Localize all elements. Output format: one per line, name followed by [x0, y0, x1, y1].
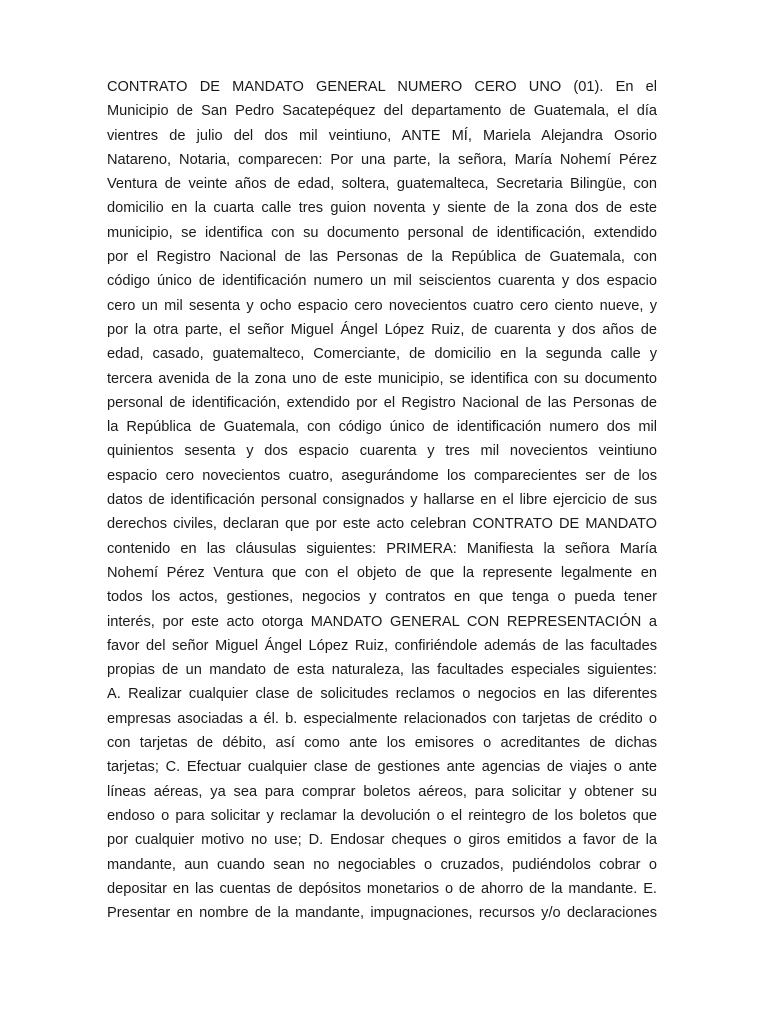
text-line: personal de identificación, extendido por el Registro Nacional de las Personas de [107, 394, 657, 411]
text-line: contenido en las cláusulas siguientes: PRIMERA: Manifiesta la señora María [107, 540, 657, 557]
text-line: por cualquier motivo no use; D. Endosar cheques o giros emitidos a favor de la [107, 832, 657, 849]
contract-body-text [107, 75, 657, 925]
text-line: todos los actos, gestiones, negocios y contratos en que tenga o pueda tener [107, 589, 657, 606]
text-line: líneas aéreas, ya sea para comprar boletos aéreos, para solicitar y obtener su [107, 783, 657, 800]
text-line: con tarjetas de débito, así como ante los emisores o acreditantes de dichas [107, 735, 657, 752]
text-line: edad, casado, guatemalteco, Comerciante, de domicilio en la segunda calle y [107, 346, 657, 363]
text-line: la República de Guatemala, con código único de identificación numero dos mil [107, 419, 657, 436]
text-line: datos de identificación personal consignados y hallarse en el libre ejercicio de sus [107, 492, 657, 509]
text-line: Municipio de San Pedro Sacatepéquez del departamento de Guatemala, el día [107, 103, 657, 120]
text-line: cero un mil sesenta y ocho espacio cero novecientos cuatro cero ciento nueve, y [107, 297, 657, 314]
text-line: derechos civiles, declaran que por este acto celebran CONTRATO DE MANDATO [107, 516, 657, 533]
text-line: Nohemí Pérez Ventura que con el objeto de que la represente legalmente en [107, 564, 657, 581]
text-line: domicilio en la cuarta calle tres guion noventa y siente de la zona dos de este [107, 200, 657, 217]
text-line: CONTRATO DE MANDATO GENERAL NUMERO CERO UNO (01). En el [107, 79, 657, 95]
text-line: favor del señor Miguel Ángel López Ruiz, confiriéndole además de las facultades [107, 637, 657, 654]
text-line: por la otra parte, el señor Miguel Ángel López Ruiz, de cuarenta y dos años de [107, 321, 657, 338]
text-line: código único de identificación numero un mil seiscientos cuarenta y dos espacio [107, 273, 657, 290]
text-line: mandante, aun cuando sean no negociables o cruzados, pudiéndolos cobrar o [107, 856, 657, 873]
text-line: depositar en las cuentas de depósitos monetarios o de ahorro de la mandante. E. [107, 880, 657, 897]
text-line: tarjetas; C. Efectuar cualquier clase de gestiones ante agencias de viajes o ante [107, 759, 657, 776]
text-line: por el Registro Nacional de las Personas de la República de Guatemala, con [107, 249, 657, 266]
text-line: empresas asociadas a él. b. especialmente relacionados con tarjetas de crédito o [107, 710, 657, 727]
text-line: municipio, se identifica con su documento personal de identificación, extendido [107, 224, 657, 241]
text-line: interés, por este acto otorga MANDATO GENERAL CON REPRESENTACIÓN a [107, 613, 657, 630]
text-line: Presentar en nombre de la mandante, impugnaciones, recursos y/o declaraciones [107, 905, 657, 922]
text-line: tercera avenida de la zona uno de este municipio, se identifica con su documento [107, 370, 657, 387]
text-line: A. Realizar cualquier clase de solicitudes reclamos o negocios en las diferentes [107, 686, 657, 703]
text-line: Ventura de veinte años de edad, soltera, guatemalteca, Secretaria Bilingüe, con [107, 176, 657, 193]
text-line: espacio cero novecientos cuatro, asegurándome los comparecientes ser de los [107, 467, 657, 484]
text-line: Natareno, Notaria, comparecen: Por una parte, la señora, María Nohemí Pérez [107, 151, 657, 168]
text-line: vientres de julio del dos mil veintiuno, ANTE MÍ, Mariela Alejandra Osorio [107, 127, 657, 144]
text-line: propias de un mandato de esta naturaleza, las facultades especiales siguientes: [107, 662, 657, 679]
text-line: quinientos sesenta y dos espacio cuarenta y tres mil novecientos veintiuno [107, 443, 657, 460]
text-line: endoso o para solicitar y reclamar la devolución o el reintegro de los boletos que [107, 807, 657, 824]
